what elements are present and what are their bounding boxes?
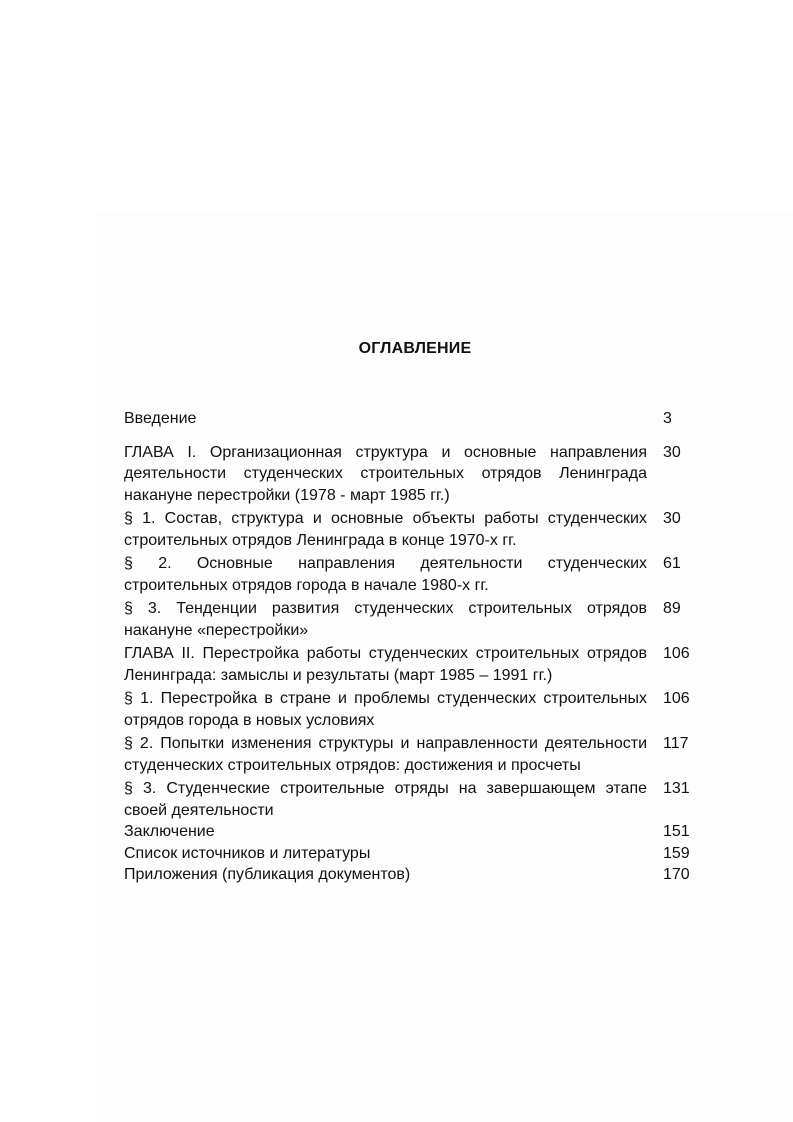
toc-entry-page: 30	[663, 510, 681, 527]
toc-entry-text: Приложения (публикация документов)	[124, 866, 411, 883]
toc-entry-text: Введение	[124, 410, 197, 427]
toc-entry-ch2-section-1	[124, 688, 696, 731]
toc-entry-page: 170	[663, 866, 690, 883]
toc-entry-text: § 1. Перестройка в стране и проблемы студенческих строительных отрядов города в новых условиях	[124, 690, 647, 729]
toc-entry-chapter-1	[124, 442, 696, 507]
toc-entry-page: 30	[663, 443, 681, 461]
toc-entry-page: 3	[663, 410, 672, 427]
toc-entry-ch2-section-3	[124, 778, 696, 821]
toc-entry-text: ГЛАВА I. Организационная структура и основные направления деятельности студенческих строительных отрядов Ленинграда накануне перестройки (1978 - март 1985 гг.)	[124, 443, 647, 504]
toc-entry-page: 117	[663, 735, 689, 752]
toc-entry-introduction	[124, 408, 696, 430]
toc-entry-text: § 2. Основные направления деятельности студенческих строительных отрядов города в начале 1980-х гг.	[124, 555, 647, 594]
toc-entry-page: 131	[663, 780, 690, 797]
toc-entry-page: 106	[663, 690, 690, 707]
page-title: ОГЛАВЛЕНИЕ	[358, 340, 472, 357]
toc-entry-ch1-section-2	[124, 553, 696, 596]
toc-entry-chapter-2	[124, 643, 696, 686]
toc-entry-text: § 3. Студенческие строительные отряды на завершающем этапе своей деятельности	[124, 780, 647, 819]
table-of-contents	[124, 340, 696, 886]
toc-entry-page: 89	[663, 600, 681, 617]
toc-entry-appendices	[124, 864, 696, 886]
toc-entry-bibliography	[124, 843, 696, 865]
toc-entry-text: § 2. Попытки изменения структуры и направленности деятельности студенческих строительных отрядов: достижения и просчеты	[124, 735, 647, 774]
toc-entry-ch1-section-3	[124, 598, 696, 641]
toc-entry-text: ГЛАВА II. Перестройка работы студенческих строительных отрядов Ленинграда: замыслы и результаты (март 1985 – 1991 гг.)	[124, 645, 647, 684]
toc-entry-conclusion	[124, 821, 696, 843]
toc-entry-text: § 3. Тенденции развития студенческих строительных отрядов накануне «перестройки»	[124, 600, 647, 639]
toc-entry-page: 151	[663, 823, 690, 840]
toc-entry-ch1-section-1	[124, 508, 696, 551]
toc-entry-text: Заключение	[124, 823, 215, 840]
toc-entry-ch2-section-2	[124, 733, 696, 776]
toc-entry-page: 106	[663, 645, 690, 662]
toc-entry-page: 61	[663, 555, 681, 572]
toc-entry-text: § 1. Состав, структура и основные объекты работы студенческих строительных отрядов Ленинграда в конце 1970-х гг.	[124, 510, 647, 549]
toc-entry-page: 159	[663, 844, 690, 862]
toc-entry-text: Список источников и литературы	[124, 844, 371, 862]
